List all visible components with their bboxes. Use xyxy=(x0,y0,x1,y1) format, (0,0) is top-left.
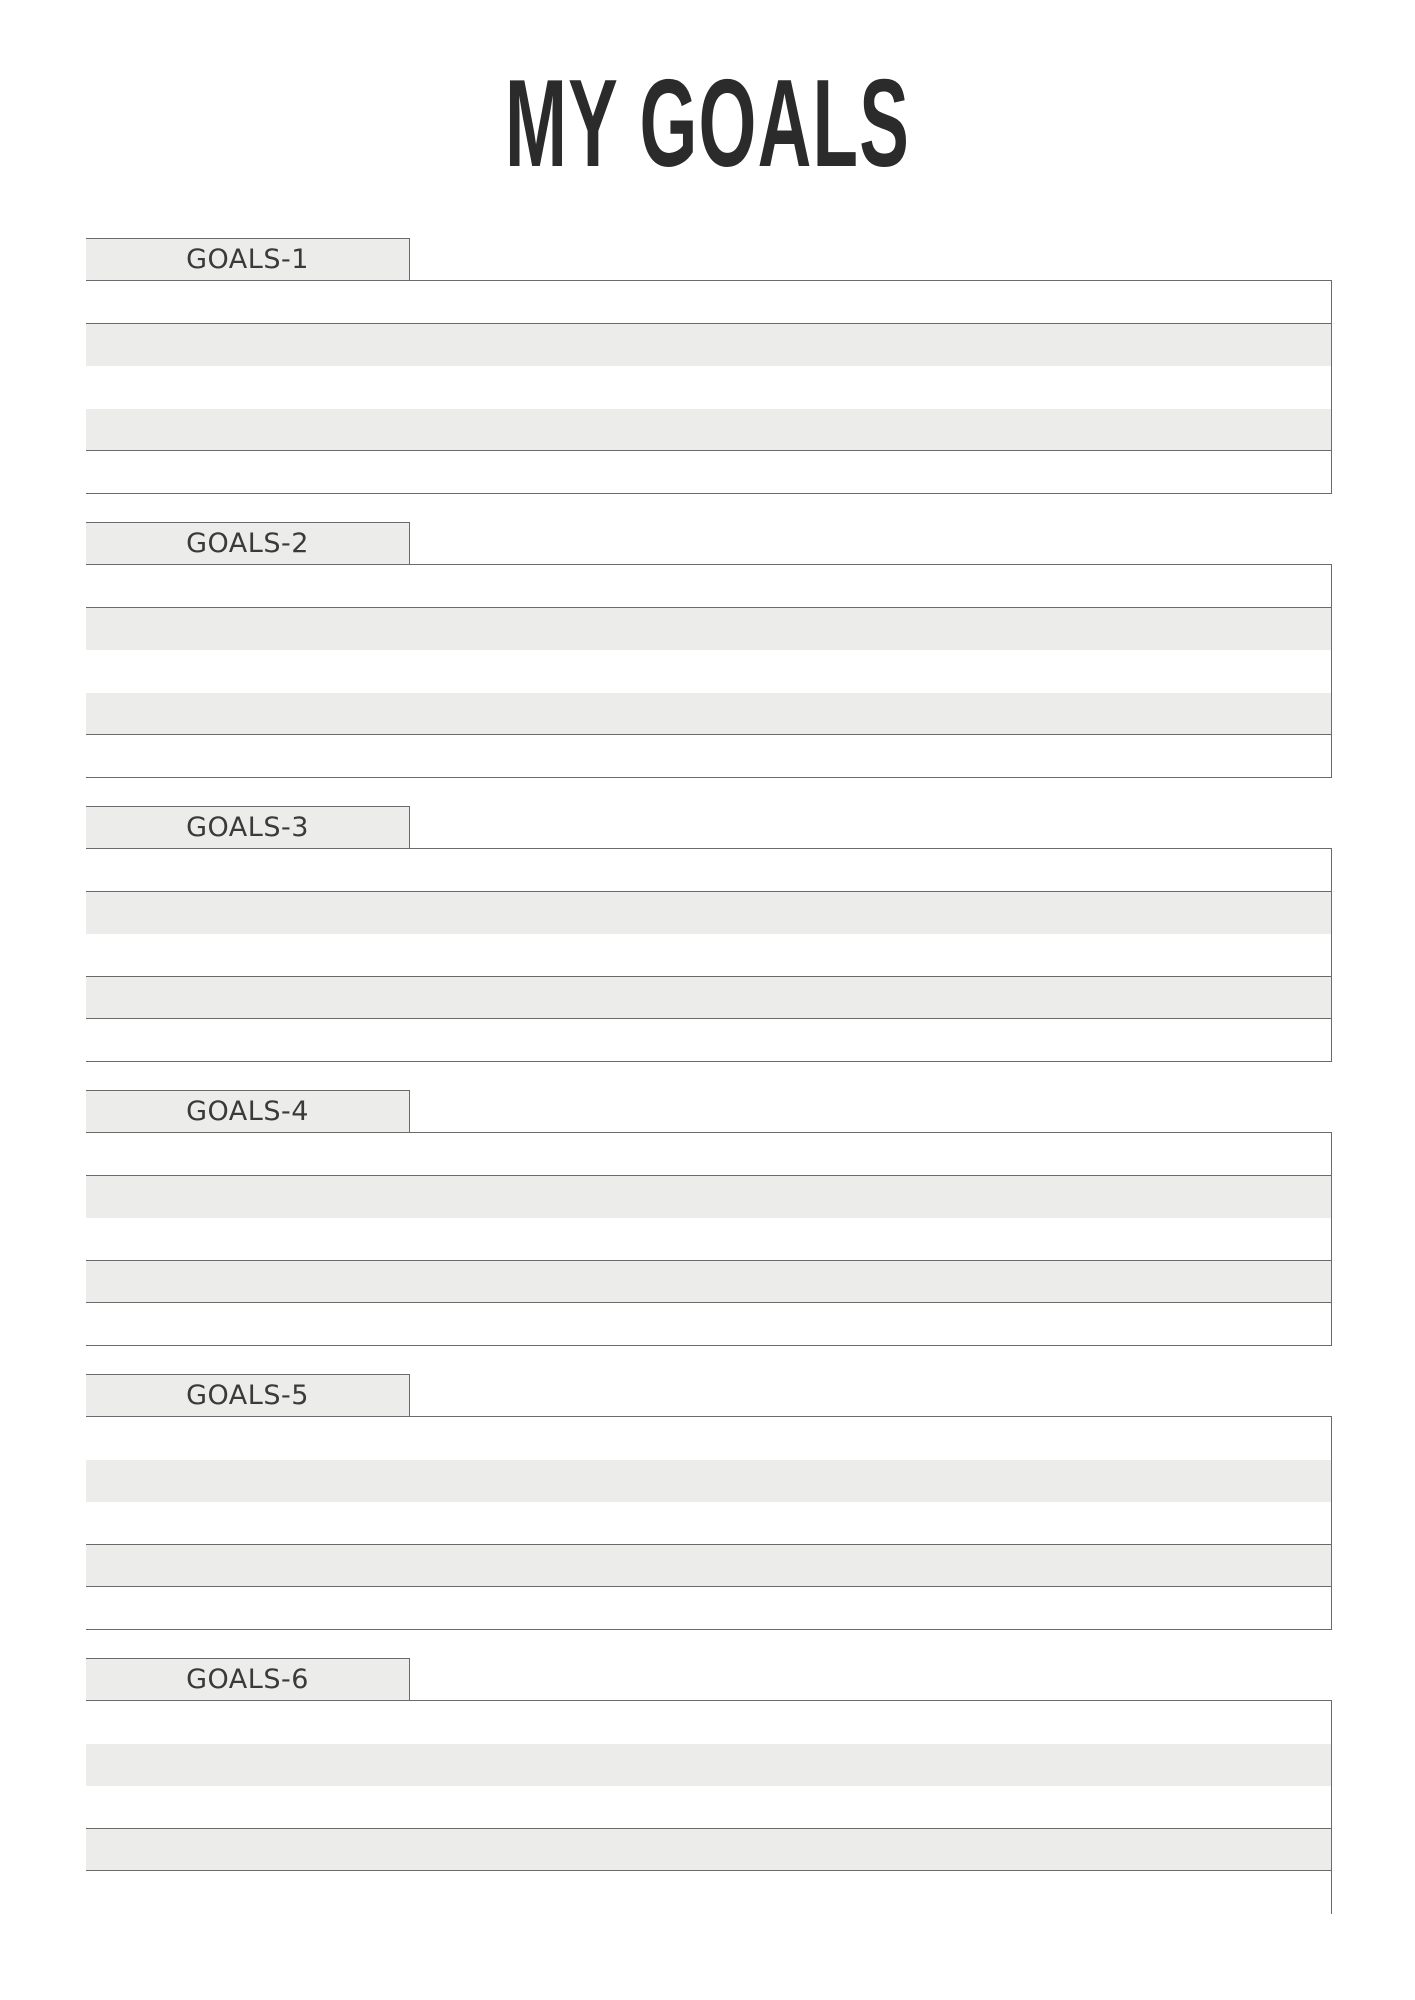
writing-line[interactable] xyxy=(86,1744,1331,1787)
writing-line[interactable] xyxy=(86,1176,1331,1219)
writing-line[interactable] xyxy=(86,409,1331,452)
writing-line[interactable] xyxy=(86,849,1331,892)
goal-section-6 xyxy=(86,1658,1332,1916)
goal-label: GOALS-4 xyxy=(86,1090,410,1132)
writing-line[interactable] xyxy=(86,1545,1331,1588)
writing-line[interactable] xyxy=(86,281,1331,324)
writing-line[interactable] xyxy=(86,977,1331,1020)
writing-line[interactable] xyxy=(86,1460,1331,1503)
goal-section-5 xyxy=(86,1374,1332,1632)
writing-line[interactable] xyxy=(86,1871,1331,1914)
writing-line[interactable] xyxy=(86,650,1331,693)
writing-line[interactable] xyxy=(86,1587,1331,1630)
writing-line[interactable] xyxy=(86,1303,1331,1346)
goal-label: GOALS-1 xyxy=(86,238,410,280)
page-title: MY GOALS xyxy=(504,55,911,193)
goal-writing-lines xyxy=(86,280,1332,494)
goal-writing-lines xyxy=(86,848,1332,1062)
goal-section-3 xyxy=(86,806,1332,1064)
goal-writing-lines xyxy=(86,1416,1332,1630)
writing-line[interactable] xyxy=(86,565,1331,608)
goal-section-1 xyxy=(86,238,1332,496)
writing-line[interactable] xyxy=(86,1218,1331,1261)
goal-section-2 xyxy=(86,522,1332,780)
writing-line[interactable] xyxy=(86,1133,1331,1176)
writing-line[interactable] xyxy=(86,1261,1331,1304)
goal-label: GOALS-5 xyxy=(86,1374,410,1416)
writing-line[interactable] xyxy=(86,1701,1331,1744)
writing-line[interactable] xyxy=(86,366,1331,409)
writing-line[interactable] xyxy=(86,1417,1331,1460)
goal-section-4 xyxy=(86,1090,1332,1348)
goal-label: GOALS-2 xyxy=(86,522,410,564)
writing-line[interactable] xyxy=(86,934,1331,977)
writing-line[interactable] xyxy=(86,608,1331,651)
goal-label: GOALS-3 xyxy=(86,806,410,848)
writing-line[interactable] xyxy=(86,1019,1331,1062)
goal-writing-lines xyxy=(86,1700,1332,1914)
writing-line[interactable] xyxy=(86,324,1331,367)
goal-writing-lines xyxy=(86,1132,1332,1346)
writing-line[interactable] xyxy=(86,1786,1331,1829)
writing-line[interactable] xyxy=(86,693,1331,736)
writing-line[interactable] xyxy=(86,735,1331,778)
writing-line[interactable] xyxy=(86,1502,1331,1545)
goal-label: GOALS-6 xyxy=(86,1658,410,1700)
writing-line[interactable] xyxy=(86,1829,1331,1872)
goal-writing-lines xyxy=(86,564,1332,778)
writing-line[interactable] xyxy=(86,451,1331,494)
writing-line[interactable] xyxy=(86,892,1331,935)
